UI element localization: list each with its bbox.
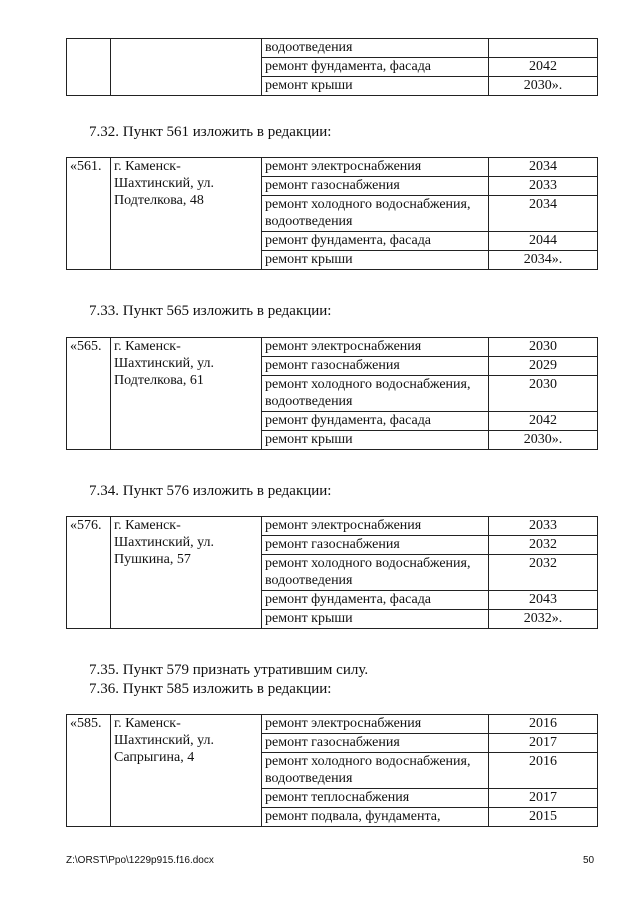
work-cell: ремонт крыши [262,251,489,270]
work-cell: ремонт холодного водоснабжения, водоотведения [262,753,489,789]
year-cell: 2030 [489,338,598,357]
work-cell: ремонт холодного водоснабжения, водоотведения [262,555,489,591]
section-heading-7-34: 7.34. Пункт 576 изложить в редакции: [89,483,332,499]
year-cell: 2032 [489,555,598,591]
work-cell: ремонт теплоснабжения [262,789,489,808]
work-cell: ремонт крыши [262,77,489,96]
year-cell: 2043 [489,591,598,610]
year-cell: 2017 [489,789,598,808]
year-cell: 2034 [489,196,598,232]
address-cell: г. Каменск-Шахтинский, ул. Подтелкова, 48 [111,158,262,270]
number-cell: «565. [67,338,111,450]
year-cell: 2015 [489,808,598,827]
top-continuation-table [66,38,598,96]
paragraph-7-36: 7.36. Пункт 585 изложить в редакции: [89,681,332,697]
year-cell: 2034». [489,251,598,270]
work-cell: ремонт фундамента, фасада [262,591,489,610]
work-cell: ремонт газоснабжения [262,734,489,753]
work-cell: ремонт электроснабжения [262,338,489,357]
number-cell: «576. [67,517,111,629]
table-576 [66,516,598,629]
number-cell [67,39,111,96]
table-561 [66,157,598,270]
page-bottom-margin [0,835,640,905]
page-number: 50 [583,855,595,866]
section-heading-7-33: 7.33. Пункт 565 изложить в редакции: [89,303,332,319]
work-cell: ремонт крыши [262,610,489,629]
section-heading-7-32: 7.32. Пункт 561 изложить в редакции: [89,124,332,140]
number-cell: «585. [67,715,111,827]
year-cell: 2042 [489,412,598,431]
address-cell [111,39,262,96]
work-cell: ремонт электроснабжения [262,715,489,734]
number-cell: «561. [67,158,111,270]
address-cell: г. Каменск-Шахтинский, ул. Пушкина, 57 [111,517,262,629]
work-cell: ремонт фундамента, фасада [262,412,489,431]
work-cell: ремонт электроснабжения [262,158,489,177]
work-cell: водоотведения [262,39,489,58]
year-cell: 2030». [489,77,598,96]
work-cell: ремонт фундамента, фасада [262,232,489,251]
work-cell: ремонт фундамента, фасада [262,58,489,77]
work-cell: ремонт подвала, фундамента, [262,808,489,827]
year-cell: 2033 [489,517,598,536]
year-cell: 2032 [489,536,598,555]
year-cell: 2044 [489,232,598,251]
table-565 [66,337,598,450]
year-cell: 2016 [489,715,598,734]
footer-file-path: Z:\ORST\Ppo\1229p915.f16.docx [66,855,214,866]
address-cell: г. Каменск-Шахтинский, ул. Подтелкова, 61 [111,338,262,450]
year-cell: 2042 [489,58,598,77]
work-cell: ремонт холодного водоснабжения, водоотведения [262,196,489,232]
work-cell: ремонт газоснабжения [262,357,489,376]
address-cell: г. Каменск-Шахтинский, ул. Сапрыгина, 4 [111,715,262,827]
year-cell: 2034 [489,158,598,177]
year-cell: 2030 [489,376,598,412]
work-cell: ремонт электроснабжения [262,517,489,536]
year-cell [489,39,598,58]
paragraph-7-35: 7.35. Пункт 579 признать утратившим силу. [89,662,369,678]
year-cell: 2016 [489,753,598,789]
work-cell: ремонт холодного водоснабжения, водоотведения [262,376,489,412]
year-cell: 2029 [489,357,598,376]
work-cell: ремонт крыши [262,431,489,450]
work-cell: ремонт газоснабжения [262,536,489,555]
year-cell: 2033 [489,177,598,196]
year-cell: 2032». [489,610,598,629]
year-cell: 2030». [489,431,598,450]
year-cell: 2017 [489,734,598,753]
table-585 [66,714,598,827]
work-cell: ремонт газоснабжения [262,177,489,196]
